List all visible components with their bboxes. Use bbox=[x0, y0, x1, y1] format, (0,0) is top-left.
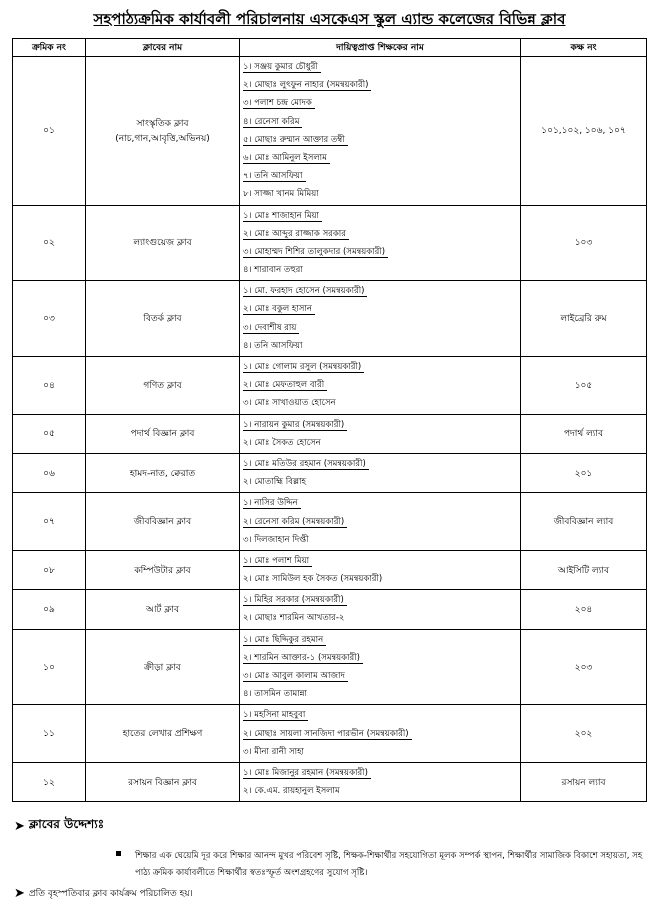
teacher-name: ৩। দেবাশীষ রায় bbox=[243, 323, 299, 334]
table-row bbox=[13, 414, 647, 453]
club-serial: ০৮ bbox=[13, 550, 86, 589]
teachers-cell bbox=[240, 762, 521, 801]
teacher-name: ২। মোঃ বকুল হাসান bbox=[243, 304, 315, 315]
teacher-name: ১। মো. ফরহাদ হোসেন (সমন্বয়কারী) bbox=[243, 286, 367, 297]
teacher-name: ২। কে.এম. রায়হানুল ইসলাম bbox=[243, 786, 340, 797]
teacher-entry bbox=[243, 667, 520, 685]
club-serial: ০৯ bbox=[13, 590, 86, 629]
club-name-cell bbox=[86, 453, 240, 492]
teacher-name: ৩। মোঃ সাখাওয়াত হোসেন bbox=[243, 398, 336, 409]
teacher-entry bbox=[243, 376, 520, 394]
teacher-name: ১। মোঃ গোলাম রসুল (সমন্বয়কারী) bbox=[243, 362, 364, 373]
teacher-name: ৮। সাজ্জা খানম মিমিয়া bbox=[243, 189, 319, 200]
club-name-cell bbox=[86, 762, 240, 801]
club-name: ল্যাংগুয়েজ ক্লাব bbox=[133, 238, 192, 249]
club-serial: ১০ bbox=[13, 629, 86, 705]
objective-text: শিক্ষার এক ঘেয়েমি দূর করে শিক্ষার আনন্দ মুখর পরিবেশ সৃষ্টি, শিক্ষক-শিক্ষার্থীর সহযোগিতা মূলক সম্পর্ক স্থাপন, শিক্ষার্থীর সামাজিক বিকাশে সহায়তা, সহ পাঠ্য ক্রমিক কার্যাবলীতে শিক্ষার্থীর স্বতঃস্ফূর্ত অংশগ্রহণের সুযোগ সৃষ্টি। bbox=[135, 851, 643, 878]
teacher-name: ৫। মোছাঃ রুম্মান আক্তার তম্বী bbox=[243, 135, 348, 146]
header-teachers: দায়িত্বপ্রাপ্ত শিক্ষকের নাম bbox=[240, 39, 521, 57]
teacher-name: ৬। মোঃ আমিনুল ইসলাম bbox=[243, 153, 330, 164]
table-row bbox=[13, 453, 647, 492]
teacher-entry bbox=[243, 76, 520, 94]
objectives-heading-text: ক্লাবের উদ্দেশ্যঃ bbox=[28, 817, 105, 831]
club-name: হাতের লেখার প্রশিক্ষণ bbox=[122, 729, 203, 740]
teacher-name: ৭। তনি আসফিয়া bbox=[243, 171, 306, 182]
teacher-entry bbox=[243, 394, 520, 412]
club-room: ২০১ bbox=[521, 453, 647, 492]
teacher-entry bbox=[243, 185, 520, 203]
club-name: ক্রীড়া ক্লাব bbox=[144, 662, 181, 673]
club-name-cell bbox=[86, 705, 240, 763]
teacher-entry bbox=[243, 207, 520, 225]
club-name-cell bbox=[86, 550, 240, 589]
teacher-entry bbox=[243, 649, 520, 667]
teacher-name: ২। মোছাঃ শারমিন আখতার-২ bbox=[243, 613, 345, 624]
club-name-cell bbox=[86, 57, 240, 206]
teacher-name: ২। মোঃ আব্দুর রাজ্জাক সরকার bbox=[243, 229, 349, 240]
teacher-name: ২। মোছাঃ লুৎফুন নাহার (সমন্বয়কারী) bbox=[243, 80, 371, 91]
club-room: রসায়ন ল্যাব bbox=[521, 762, 647, 801]
teacher-entry bbox=[243, 494, 520, 512]
teacher-entry bbox=[243, 609, 520, 627]
club-serial: ১১ bbox=[13, 705, 86, 763]
teacher-name: ৪। তাসমিন তামান্না bbox=[243, 689, 307, 700]
teacher-entry bbox=[243, 685, 520, 703]
teacher-name: ৩। পলাশ চন্দ্র মোদক bbox=[243, 98, 315, 109]
table-row bbox=[13, 550, 647, 589]
teacher-entry bbox=[243, 455, 520, 473]
club-name: সাংস্কৃতিক ক্লাব bbox=[136, 118, 189, 129]
teachers-cell bbox=[240, 357, 521, 415]
teacher-name: ৪। রেনেসা করিম bbox=[243, 117, 302, 128]
teacher-entry bbox=[243, 552, 520, 570]
footer-note bbox=[14, 886, 193, 901]
teacher-entry bbox=[243, 300, 520, 318]
table-row bbox=[13, 57, 647, 206]
teacher-entry bbox=[243, 764, 520, 782]
header-club-name: ক্লাবের নাম bbox=[86, 39, 240, 57]
teacher-name: ১। মহসিনা মাহবুবা bbox=[243, 710, 308, 721]
table-row bbox=[13, 590, 647, 629]
teacher-entry bbox=[243, 149, 520, 167]
page-title: সহপাঠ্যক্রমিক কার্যাবলী পরিচালনায় এসকেএস স্কুল এ্যান্ড কলেজের বিভিন্ন ক্লাব bbox=[93, 10, 566, 28]
teacher-name: ৪। তনি আসফিয়া bbox=[243, 340, 303, 351]
teachers-cell bbox=[240, 281, 521, 357]
club-name-cell bbox=[86, 493, 240, 551]
teacher-entry bbox=[243, 531, 520, 549]
teacher-name: ২। রেনেসা করিম (সমন্বয়কারী) bbox=[243, 517, 347, 528]
table-header-row bbox=[13, 39, 647, 57]
teacher-name: ৪। শারাবান তহুরা bbox=[243, 265, 303, 276]
club-serial: ০৪ bbox=[13, 357, 86, 415]
club-room: লাইব্রেরি রুম bbox=[521, 281, 647, 357]
teachers-cell bbox=[240, 629, 521, 705]
teacher-entry bbox=[243, 591, 520, 609]
teachers-cell bbox=[240, 414, 521, 453]
club-name: জীববিজ্ঞান ক্লাব bbox=[133, 517, 192, 528]
teacher-entry bbox=[243, 358, 520, 376]
arrow-icon: ➤ bbox=[14, 818, 25, 834]
club-serial: ০৩ bbox=[13, 281, 86, 357]
teacher-name: ১। মোঃ ছিদ্দিকুর রহমান bbox=[243, 635, 326, 646]
teacher-entry bbox=[243, 782, 520, 800]
club-room: আইসিটি ল্যাব bbox=[521, 550, 647, 589]
teacher-entry bbox=[243, 225, 520, 243]
clubs-table bbox=[12, 38, 647, 802]
club-name-cell bbox=[86, 205, 240, 281]
table-row bbox=[13, 205, 647, 281]
footer-note-text: প্রতি বৃহস্পতিবার ক্লাব কার্যক্রম পরিচালিত হয়। bbox=[28, 889, 193, 899]
club-name: কম্পিউটার ক্লাব bbox=[134, 565, 191, 576]
teacher-entry bbox=[243, 725, 520, 743]
teacher-entry bbox=[243, 282, 520, 300]
teacher-name: ১। মোঃ পলাশ মিয়া bbox=[243, 556, 312, 567]
club-subtitle: (নাচ,গান,আবৃত্তি,অভিনয়) bbox=[115, 133, 210, 144]
teacher-name: ৩। মীনা রানী সাহা bbox=[243, 746, 305, 757]
teacher-name: ৩। মোঃ আবুল কালাম আজাদ bbox=[243, 671, 348, 682]
teachers-cell bbox=[240, 705, 521, 763]
arrow-icon: ➤ bbox=[14, 886, 25, 901]
table-row bbox=[13, 629, 647, 705]
teacher-entry bbox=[243, 337, 520, 355]
club-name: বিতর্ক ক্লাব bbox=[143, 314, 182, 325]
teacher-name: ১। সঞ্জয় কুমার চৌধুরী bbox=[243, 62, 321, 73]
club-name-cell bbox=[86, 414, 240, 453]
club-room: ১০৫ bbox=[521, 357, 647, 415]
teacher-name: ১। নাসির উদ্দিন bbox=[243, 498, 301, 509]
table-row bbox=[13, 281, 647, 357]
club-room: ১০১,১০২, ১০৬, ১০৭ bbox=[521, 57, 647, 206]
teacher-name: ২। মোছাঃ সায়লা সানজিদা পারভীন (সমন্বয়কারী) bbox=[243, 729, 412, 740]
teacher-entry bbox=[243, 416, 520, 434]
club-room: পদার্থ ল্যাব bbox=[521, 414, 647, 453]
club-name-cell bbox=[86, 357, 240, 415]
teacher-entry bbox=[243, 113, 520, 131]
teachers-cell bbox=[240, 453, 521, 492]
teacher-entry bbox=[243, 570, 520, 588]
objectives-heading bbox=[14, 816, 104, 836]
bullet-icon bbox=[116, 851, 121, 856]
header-serial: ক্রমিক নং bbox=[13, 39, 86, 57]
teacher-name: ১। মোঃ মিজানুর রহমান (সমন্বয়কারী) bbox=[243, 768, 371, 779]
teachers-cell bbox=[240, 590, 521, 629]
teacher-entry bbox=[243, 261, 520, 279]
club-name: রসায়ন বিজ্ঞান ক্লাব bbox=[128, 777, 197, 788]
table-row bbox=[13, 357, 647, 415]
teacher-entry bbox=[243, 243, 520, 261]
table-row bbox=[13, 762, 647, 801]
teacher-name: ২। মোঃ মেফতাহুল বারী bbox=[243, 380, 327, 391]
club-serial: ০৫ bbox=[13, 414, 86, 453]
club-room: ১০৩ bbox=[521, 205, 647, 281]
teacher-name: ২। মোঃ সামিউল হক সৈকত (সমন্বয়কারী) bbox=[243, 574, 383, 585]
teacher-entry bbox=[243, 434, 520, 452]
teacher-name: ১। মোঃ মতিউর রহমান (সমন্বয়কারী) bbox=[243, 459, 369, 470]
teacher-entry bbox=[243, 131, 520, 149]
teachers-cell bbox=[240, 205, 521, 281]
club-name-cell bbox=[86, 590, 240, 629]
teacher-entry bbox=[243, 631, 520, 649]
club-name-cell bbox=[86, 629, 240, 705]
club-serial: ০১ bbox=[13, 57, 86, 206]
table-row bbox=[13, 493, 647, 551]
table-row bbox=[13, 705, 647, 763]
teacher-name: ৩। মোহাম্মদ শিশির তালুকদার (সমন্বয়কারী) bbox=[243, 247, 388, 258]
teachers-cell bbox=[240, 493, 521, 551]
teacher-name: ২। মোতাহ্মি বিল্লাহ bbox=[243, 477, 306, 488]
teacher-name: ৩। দিলজাহান দিপ্তী bbox=[243, 534, 309, 545]
teacher-entry bbox=[243, 167, 520, 185]
club-serial: ১২ bbox=[13, 762, 86, 801]
teacher-entry bbox=[243, 94, 520, 112]
club-name-cell bbox=[86, 281, 240, 357]
teachers-cell bbox=[240, 550, 521, 589]
club-room: ২০২ bbox=[521, 705, 647, 763]
teacher-entry bbox=[243, 319, 520, 337]
teacher-entry bbox=[243, 58, 520, 76]
club-name: হামদ-নাত, ক্বেরাত bbox=[129, 468, 196, 479]
teacher-entry bbox=[243, 743, 520, 761]
club-serial: ০২ bbox=[13, 205, 86, 281]
club-name: পদার্থ বিজ্ঞান ক্লাব bbox=[130, 429, 195, 440]
teacher-entry bbox=[243, 706, 520, 724]
club-serial: ০৭ bbox=[13, 493, 86, 551]
teachers-cell bbox=[240, 57, 521, 206]
teacher-name: ২। মোঃ সৈকত হোসেন bbox=[243, 437, 321, 448]
teacher-entry bbox=[243, 473, 520, 491]
club-room: ২০৩ bbox=[521, 629, 647, 705]
teacher-name: ১। মোঃ শাজাহান মিয়া bbox=[243, 211, 322, 222]
teacher-name: ১। মিহির সরকার (সমন্বয়কারী) bbox=[243, 595, 347, 606]
club-room: জীববিজ্ঞান ল্যাব bbox=[521, 493, 647, 551]
club-serial: ০৬ bbox=[13, 453, 86, 492]
teacher-name: ১। নারায়ন কুমার (সমন্বয়কারী) bbox=[243, 420, 347, 431]
teacher-entry bbox=[243, 513, 520, 531]
club-room: ২০৪ bbox=[521, 590, 647, 629]
header-room: কক্ষ নং bbox=[521, 39, 647, 57]
club-name: গণিত ক্লাব bbox=[143, 380, 182, 391]
teacher-name: ২। শারমিন আক্তার-১ (সমন্বয়কারী) bbox=[243, 653, 363, 664]
club-name: আর্ট ক্লাব bbox=[146, 604, 179, 615]
objective-item bbox=[128, 848, 648, 882]
